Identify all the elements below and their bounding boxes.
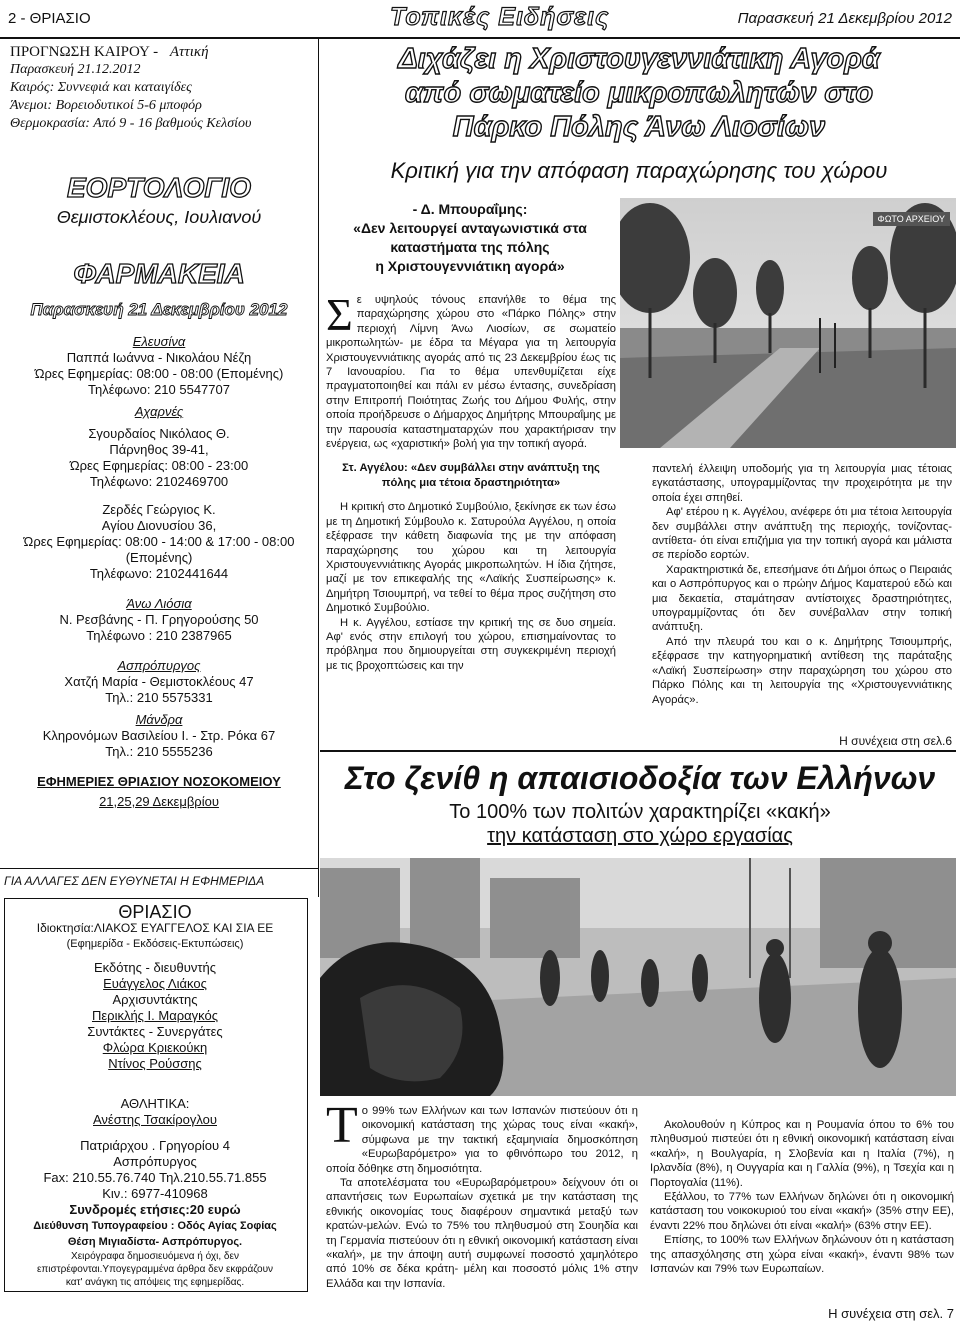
imprint-publisher: Ευάγγελος Λιάκος — [103, 976, 207, 991]
weather-region: Αττική — [169, 44, 209, 60]
subtitle-line: την κατάσταση στο χώρο εργασίας — [487, 825, 793, 847]
pharmacies-title: ΦΑΡΜΑΚΕΙΑ — [73, 258, 245, 289]
pharmacy-name: Χατζή Μαρία - Θεμιστοκλέους 47 — [64, 674, 254, 689]
imprint-publisher-role: Εκδότης - διευθυντής — [94, 960, 216, 975]
pharmacies-date: Παρασκευή 21 Δεκεμβρίου 2012 — [30, 300, 288, 319]
pharmacy-name: Κληρονόμων Βασιλείου Ι. - Στρ. Ρόκα 67 — [42, 728, 276, 743]
area-elefsina: Ελευσίνα — [132, 334, 186, 349]
imprint-ownership-sub: (Εφημερίδα - Εκδόσεις-Εκτυπώσεις) — [66, 938, 244, 950]
quote-line: η Χριστουγεννιάτικη αγορά» — [375, 258, 565, 274]
imprint-writer: Ντίνος Ρούσσης — [108, 1056, 202, 1071]
pharmacy-phone: Τηλέφωνο : 210 2387965 — [86, 628, 232, 643]
imprint-note: επιστρέφονται.Υπογεγραμμένα άρθρα δεν εκφράζουν — [36, 1264, 274, 1275]
imprint-address-city: Ασπρόπυργος — [113, 1154, 197, 1169]
article1-subhead — [326, 461, 616, 490]
area-acharnes: Αχαρνές — [134, 404, 184, 419]
pharmacy-hours: Ώρες Εφημερίας: 08:00 - 23:00 — [69, 458, 249, 473]
article1-para: παντελή έλλειψη υποδομής για τη λειτουργία μιας τέτοιας εγκατάστασης, υπογραμμίζοντας την προχειρότητα με την οποία έχει σπηθεί. — [652, 463, 952, 504]
imprint-fax: Fax: 210.55.76.740 Τηλ.210.55.71.855 — [43, 1170, 267, 1185]
imprint-sports-role: ΑΘΛΗΤΙΚΑ: — [120, 1096, 190, 1111]
pharmacy-name: Παππά Ιωάννα - Νικολάου Νέζη — [66, 350, 252, 365]
headline-line: Πάρκο Πόλης Άνω Λιοσίων — [452, 111, 826, 143]
imprint-print-address: Διεύθυνση Τυπογραφείου : Οδός Αγίας Σοφίας — [33, 1220, 277, 1232]
divider — [0, 868, 318, 869]
article1-para: Η κριτική στο Δημοτικό Συμβούλιο, ξεκίνησε εκ των έσω με τη Δημοτική Σύμβουλο κ. Σατυρούλα Αγγέλου, η οποία εξέφρασε την κάθετη διαφωνία της με την απόφαση παραχώρησης του χώρου και τη λειτουργία Χριστουγεννιάτικης Αγοράς μικροπωλητών. Η ίδια ζήτησε, μαζί με τον επικεφαλής της «Λαϊκής Συσπείρωσης» κ. Δημήτρη Τσιουμπρή, να τεθεί το θέμα προς συζήτηση στο Δημοτικό Συμβούλιο. — [326, 501, 616, 615]
quote-line: - Δ. Μπουραΐμης: — [412, 201, 528, 217]
article1-pull-quote — [325, 200, 615, 276]
section-title: Τοπικές Ειδήσεις — [390, 3, 610, 31]
street-photo — [320, 858, 956, 1096]
page-header — [0, 0, 960, 38]
disclaimer: ΓΙΑ ΑΛΛΑΓΕΣ ΔΕΝ ΕΥΘΥΝΕΤΑΙ Η ΕΦΗΜΕΡΙΔΑ — [4, 874, 265, 888]
area-aspropyrgos: Ασπρόπυργος — [117, 658, 201, 673]
article1-column-2 — [652, 462, 952, 707]
headline-line: Διχάζει η Χριστουγεννιάτικη Αγορά — [398, 43, 880, 75]
imprint-editor-role: Αρχισυντάκτης — [112, 992, 198, 1007]
pharmacy-hours: Ώρες Εφημερίας: 08:00 - 08:00 (Επομένης) — [34, 366, 284, 381]
weather-temperature: Θερμοκρασία: Από 9 - 16 βαθμούς Κελσίου — [10, 116, 252, 131]
nameday-title: ΕΟΡΤΟΛΟΓΙΟ — [66, 172, 251, 203]
hospital-title: ΕΦΗΜΕΡΙΕΣ ΘΡΙΑΣΙΟΥ ΝΟΣΟΚΟΜΕΙΟΥ — [37, 774, 281, 789]
subtitle-line: Το 100% των πολιτών χαρακτηρίζει «κακή» — [449, 801, 831, 823]
pharmacy-name: Ζερδές Γεώργιος Κ. — [102, 502, 216, 517]
weather-date: Παρασκευή 21.12.2012 — [10, 62, 141, 77]
header-rule — [0, 37, 960, 39]
imprint-editor: Περικλής Ι. Μαραγκός — [91, 1008, 218, 1023]
article1-continued: Η συνέχεια στη σελ.6 — [839, 734, 952, 748]
weather-title: ΠΡΟΓΝΩΣΗ ΚΑΙΡΟΥ - — [10, 44, 159, 60]
imprint-writers-role: Συντάκτες - Συνεργάτες — [87, 1024, 223, 1039]
weather-wind: Άνεμοι: Βορειοδυτικοί 5-6 μποφόρ — [10, 98, 202, 113]
pharmacy-phone: Τηλέφωνο: 210 5547707 — [88, 382, 230, 397]
article-divider — [320, 750, 956, 752]
pharmacy-hours: Ώρες Εφημερίας: 08:00 - 14:00 & 17:00 - 08:00 — [23, 534, 295, 549]
pharmacy-phone: Τηλέφωνο: 2102469700 — [89, 474, 229, 489]
imprint-mobile: Κιν.: 6977-410968 — [102, 1186, 208, 1201]
pharmacy-phone: Τηλ.: 210 5555236 — [105, 744, 213, 759]
pharmacy-address: Αγίου Διονυσίου 36, — [101, 518, 217, 533]
weather-conditions: Καιρός: Συννεφιά και καταιγίδες — [10, 80, 192, 95]
imprint-writer: Φλώρα Κριεκούκη — [102, 1040, 208, 1055]
photo-credit: ΦΩΤΟ ΑΡΧΕΙΟΥ — [873, 212, 950, 226]
article2-column-2 — [650, 1118, 954, 1276]
article2-para: ο 99% των Ελλήνων και των Ισπανών πιστεύουν ότι η οικονομική κατάσταση της χώρας τους είναι «κακή», σύμφωνα με την τακτική εξαμηνιαία δημοσκόπηση «Ευρωβαρόμετρο» για το φθινόπωρο του 2012, η οποία δόθηκε στη δημοσιότητα. — [326, 1105, 638, 1175]
headline-line: από σωματείο μικροπωλητών στο — [404, 77, 874, 109]
article1-para: Η κ. Αγγέλου, εστίασε την κριτική της σε δυο σημεία. Αφ' ενός στην επιλογή του χώρου, επισημαίνοντας το πρόβλημα που δημιουργείται στη συγκεκριμένη περιοχή με τις βροχοπτώσεις και την — [326, 616, 616, 672]
issue-date: Παρασκευή 21 Δεκεμβρίου 2012 — [737, 10, 952, 27]
article1-para: Αφ' ετέρου η κ. Αγγέλου, ανέφερε ότι μια τέτοια λειτουργία δεν συμβάλλει στην ανάπτυξη της περιοχής, τονίζοντας- αντίθετα- ότι είναι επιζήμια για την τοπική αγορά και μάλιστα σε περίοδο εορτών. — [652, 506, 952, 562]
subhead-line: Στ. Αγγέλου: «Δεν συμβάλλει στην ανάπτυξη της — [342, 462, 600, 475]
article2-para: Επίσης, το 100% των Ελλήνων δηλώνουν ότι η κατάσταση της απασχόλησης στη χώρα είναι «κακή», έναντι 98% των Ισπανών και 79% των Ευρωπαίων. — [650, 1234, 954, 1276]
article2-para: Τα αποτελέσματα του «Ευρωβαρόμετρου» δείχνουν ότι οι απαντήσεις των Ευρωπαίων σχετικά με την κατάσταση της εθνικής οικονομίας τους διαφέρουν σημαντικά μεταξύ των κρατών-μελών. Ενώ το 75% του πληθυσμού στη Σουηδία και τη Γερμανία πιστεύουν ότι η εθνική οικονομική κατάσταση είναι «καλή», με την άποψη αυτή συμφωνεί ποσοστό χαμηλότερο από 10% σε δέκα κράτη- μέλη και ποσοστό μόλις 1% στην Ελλάδα και την Ισπανία. — [326, 1177, 638, 1290]
imprint-title: ΘΡΙΑΣΙΟ — [118, 902, 192, 922]
area-mandra: Μάνδρα — [135, 712, 183, 727]
article2-subtitle — [320, 800, 960, 848]
hospital-dates: 21,25,29 Δεκεμβρίου — [99, 794, 219, 809]
article1-para: Χαρακτηριστικά δε, επεσήμανε ότι Δήμοι όπως ο Πειραιάς και ο Ασπρόπυργος και ο πρώην Δήμος Καματερού εδώ και μια δεκαετία, σταμάτησαν αντίστοιχες δραστηριότητες, υπογραμμίζοντας ότι δεν συνέβαλλαν στην τοπική ανάπτυξη. — [652, 563, 952, 634]
imprint-content — [10, 904, 300, 1289]
pharmacy-phone: Τηλ.: 210 5575331 — [105, 690, 213, 705]
article2-column-1 — [326, 1097, 638, 1291]
nameday-names: Θεμιστοκλέους, Ιουλιανού — [56, 207, 262, 227]
article1-dropcap: Σ — [326, 289, 353, 340]
imprint-address: Πατριάρχου . Γρηγορίου 4 — [80, 1138, 230, 1153]
pharmacy-list — [10, 328, 308, 810]
imprint-note: κατ' ανάγκη τις απόψεις της εφημερίδας. — [65, 1277, 245, 1288]
article1-para: Από την πλευρά του και ο κ. Δημήτρης Τσιουμπρής, εξέφρασε την κατηγορηματική αντίθεση της παράταξης «Λαϊκή Συσπείρωση» στην παραχώρηση του χώρου στο Πάρκο Πόλης και τη λειτουργία της «Χριστουγεννιάτικης Αγοράς». — [652, 635, 952, 706]
pharmacy-name: Ν. Ρεσβάνης - Π. Γρηγορούσης 50 — [59, 612, 259, 627]
article2-headline: Στο ζενίθ η απαισιοδοξία των Ελλήνων — [344, 760, 936, 796]
pharmacy-hours-cont: (Επομένης) — [125, 550, 193, 565]
imprint-sports: Ανέστης Τσακίρογλου — [93, 1112, 217, 1127]
article1-headline — [318, 42, 960, 144]
subhead-line: πόλης μια τέτοια δραστηριότητα» — [381, 476, 561, 489]
article2-para: Ακολουθούν η Κύπρος και η Ρουμανία όπου το 6% του πληθυσμού πιστεύει ότι η εθνική οικονομική κατάσταση είναι «καλή», η Βουλγαρία, η Σλοβενία και η Ιταλία (7%), η Ιρλανδία (8%), η Ουγγαρία και η Γαλλία (9%), η Τσεχία και η Πορτογαλία (11%). — [650, 1119, 954, 1189]
imprint-print-location: Θέση Μιγιαδίστα- Ασπρόπυργος. — [67, 1236, 243, 1248]
article1-para: ε υψηλούς τόνους επανήλθε το θέμα της παραχώρησης χώρου στο «Πάρκο Πόλης» στην περιοχή Λίμνη Άνω Λιοσίων, σε σωματείο μικροπωλητών- με έδρα τα Μέγαρα για τη λειτουργία Χριστουγεννιάτικης αγοράς από τις 23 Δεκεμβρίου έως τις 7 Ιανουαρίου. Για το θέμα υπενθυμίζεται είχε πραγματοποιηθεί και πάλι εν μέσω έντασης, συνεδρίαση στην Επιτροπή Ποιότητας Ζωής του Δήμου Φυλής, στην οποία προήδρευσε ο Δήμαρχος Δημήτρης Μπουραΐμης με την παρουσία καταστηματαρχών που χαρακτήρισαν την ενέργεια, ως «χαριστική» βολή για την τοπική αγορά. — [326, 294, 616, 451]
street-photo-illustration — [320, 858, 956, 1096]
page-number-section: 2 - ΘΡΙΑΣΙΟ — [8, 10, 91, 27]
imprint-note: Χειρόγραφα δημοσιευόμενα ή όχι, δεν — [71, 1251, 239, 1262]
pharmacy-address: Πάρνηθος 39-41, — [109, 442, 209, 457]
imprint-ownership: Ιδιοκτησία:ΛΙΑΚΟΣ ΕΥΑΓΓΕΛΟΣ ΚΑΙ ΣΙΑ ΕΕ — [36, 921, 274, 935]
article2-continued: Η συνέχεια στη σελ. 7 — [828, 1306, 954, 1321]
quote-line: «Δεν λειτουργεί ανταγωνιστικά στα — [353, 220, 587, 236]
article1-column-1 — [326, 289, 616, 673]
park-photo — [620, 198, 956, 448]
quote-line: καταστήματα της πόλης — [390, 239, 550, 255]
imprint-subscription: Συνδρομές ετήσιες:20 ευρώ — [69, 1202, 241, 1217]
pharmacy-name: Σγουρδαίος Νικόλαος Θ. — [88, 426, 230, 441]
weather-box — [10, 44, 310, 133]
article2-dropcap: Τ — [326, 1097, 358, 1154]
pharmacy-phone: Τηλέφωνο: 2102441644 — [89, 566, 229, 581]
article2-para: Εξάλλου, το 77% των Ελλήνων δηλώνει ότι η οικονομική κατάσταση του νοικοκυριού του είναι «κακή» (35% στην ΕΕ), έναντι 22% που δηλώνει ότι είναι «καλή» (63% στην ΕΕ). — [650, 1191, 954, 1232]
park-photo-illustration — [620, 198, 956, 448]
area-ano-liosia: Άνω Λιόσια — [126, 596, 192, 611]
article1-subtitle: Κριτική για την απόφαση παραχώρησης του χώρου — [390, 158, 888, 183]
